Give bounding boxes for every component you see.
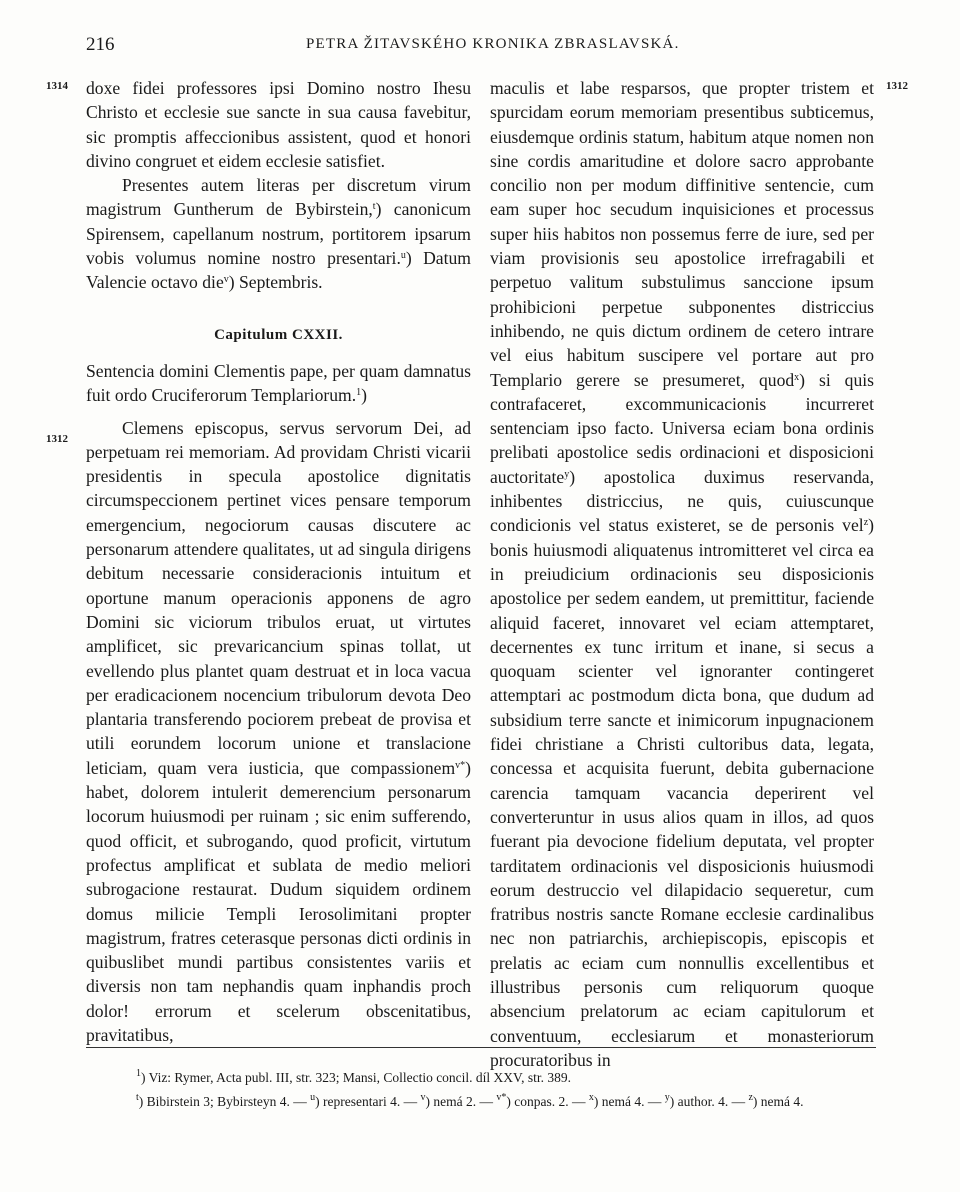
footnote-ref: v [223,274,229,286]
footnote-ref: x [794,371,800,383]
right-column [490,76,874,1072]
footnotes [86,1066,876,1114]
margin-year-1314: 1314 [46,80,68,92]
footnote-ref: t [372,201,376,213]
chapter-rubric: Sentencia domini Clementis pape, per quam damnatus fuit ordo Cruciferorum Templariorum.$^1$) [86,360,471,406]
variant-item: $^{v*}$) conpas. 2. — [496,1092,589,1109]
paragraph-presentes: Presentes autem literas per discretum virum magistrum Guntherum de Bybirstein,$^t$) canonicum Spirensem, capellanum nostrum, portitorem ipsarum vobis volumus nomine nostro presentari.$^u$) Datum Valencie octavo die$^v$) Septembris. [86,175,471,293]
margin-year-1312-left: 1312 [46,433,68,445]
variant-item: $^y$) author. 4. — [664,1092,749,1109]
footnote-divider [86,1047,876,1048]
variant-item: $^x$) nemá 4. — [588,1092,665,1109]
footnote-ref: u [400,250,406,262]
footnote-variants [86,1090,876,1114]
page-number: 216 [86,34,115,55]
running-title: PETRA ŽITAVSKÉHO KRONIKA ZBRASLAVSKÁ. [306,36,680,52]
margin-year-1312-right: 1312 [886,80,908,92]
footnote-ref: 1 [356,387,362,399]
paragraph-maculis: maculis et labe resparsos, que propter tristem et spurcidam eorum memoriam presentibus subticemus, eiusdemque ordinis statum, habitum atque nomen non sine cordis amaritudine et dolore sacro approbante concilio non per modum diffinitive sentencie, cum eam super hoc secudum inquisiciones et processus super hiis habitos non possemus ferre de iure, sed per viam provisionis seu apostolice irrefragabili et perpetuo valitum substulimus sanccione ipsum prohibicioni perpetue subponentes districcius inhibendo, ne quis dictum ordinem de cetero intrare vel eius habitum suscipere vel portare aut pro Templario gerere se presumeret, quod$^x$) si quis contrafaceret, excommunicacionis incurreret sentenciam ipso facto. Universa eciam bona ordinis prelibati apostolice sedis ordinacioni et disposicioni auctoritate$^y$) apostolica duximus reservanda, inhibentes districcius, ne quis, cuiuscunque condicionis vel status existeret, se de personis vel$^z$) bonis huiusmodi aliquatenus intromitteret vel circa ea in preiudicium ordinacionis seu disposicionis apostolice per sedem eandem, ut premittitur, faciende aliquid faceret, innovaret vel eciam attemptaret, decernentes ex tunc irritum et inane, si secus a quoquam scienter vel ignoranter contingeret attemptari ac postmodum dicta bona, que dudum ad subsidium terre sancte et inimicorum inpugnacionem fidei christiane a Christi cultoribus data, legata, concessa et acquisita fuerunt, debita gubernacione carencia tamquam vacancia deperirent vel converteruntur in usus alios quam in illos, ad quos fuerant pia devocione fidelium deputata, vel propter tarditatem ordinacionis vel disposicionis huiusmodi eorum destruccio vel dilapidacio sequeretur, cum fratribus nostris sancte Romane ecclesie cardinalibus nec non patriarchis, archiepiscopis, episcopis et prelatis ac eciam cum nonnullis excellentibus et illustribus personis cum reliquorum quoque absencium prelatorum ac eciam capitulorum et conventuum, ecclesiarum et monasteriorum procuratoribus in [490,78,874,1070]
chapter-heading: Capitulum CXXII. [214,326,343,343]
variant-item: $^u$) representari 4. — [310,1092,421,1109]
footnote-ref: y [564,468,570,480]
paragraph-letter-ending: doxe fidei professores ipsi Domino nostro Ihesu Christo et ecclesie sue sancte in sua causa favebitur, sic promptis affeccionibus assistent, quod et honori divino congruet et eidem ecclesie satisfiet. [86,78,471,171]
page-header [0,34,960,58]
paragraph-clemens: Clemens episcopus, servus servorum Dei, ad perpetuam rei memoriam. Ad providam Christi vicarii presidentis in specula apostolice dignitatis circumspeccionem pertinet vices pensare temporum emergencium, negociorum causas discutere ac personarum attendere qualitates, ut ad singula dirigens debitum necessarie consideracionis intuitum et oportune manum operacionis apponens de agro Domini sic viciorum tribulos eruat, ut virtutes amplificet, sic prevaricancium spinas tollat, ut evellendo plus plantet quam destruat et in loca vacua per eradicacionem nocencium tribulorum devota Deo plantaria transferendo pociorem prebeat de provisa et utili eorundem locorum unione et translacione leticiam, quam vera iusticia, que compassionem$^{v*}$) habet, dolorem intulerit demerencium personarum locorum huiusmodi per ruinam ; sic enim sufferendo, quod officit, et subrogando, quod proficit, virtutum profectus amplificat et sublata de medio meliori subrogacione restaurat. Dudum siquidem ordinem domus milicie Templi Ierosolimitani propter magistrum, fratres ceterasque personas dicti ordinis in quibuslibet mundi partibus consistentes variis et diversis non tam nephandis quam inphandis proch dolor! errorum et scelerum obscenitatibus, pravitatibus, [86,417,471,1045]
footnote-source: $^1$) Viz: Rymer, Acta publ. III, str. 323; Mansi, Collectio concil. díl XXV, str. 389. [136,1068,571,1085]
left-column [86,76,471,1047]
variant-item: $^z$) nemá 4. [748,1092,804,1109]
footnote-ref: v* [455,759,466,771]
footnote-ref: z [863,517,869,529]
variant-item: $^v$) nemá 2. — [420,1092,497,1109]
variant-item: $^t$) Bibirstein 3; Bybirsteyn 4. — [136,1092,311,1109]
